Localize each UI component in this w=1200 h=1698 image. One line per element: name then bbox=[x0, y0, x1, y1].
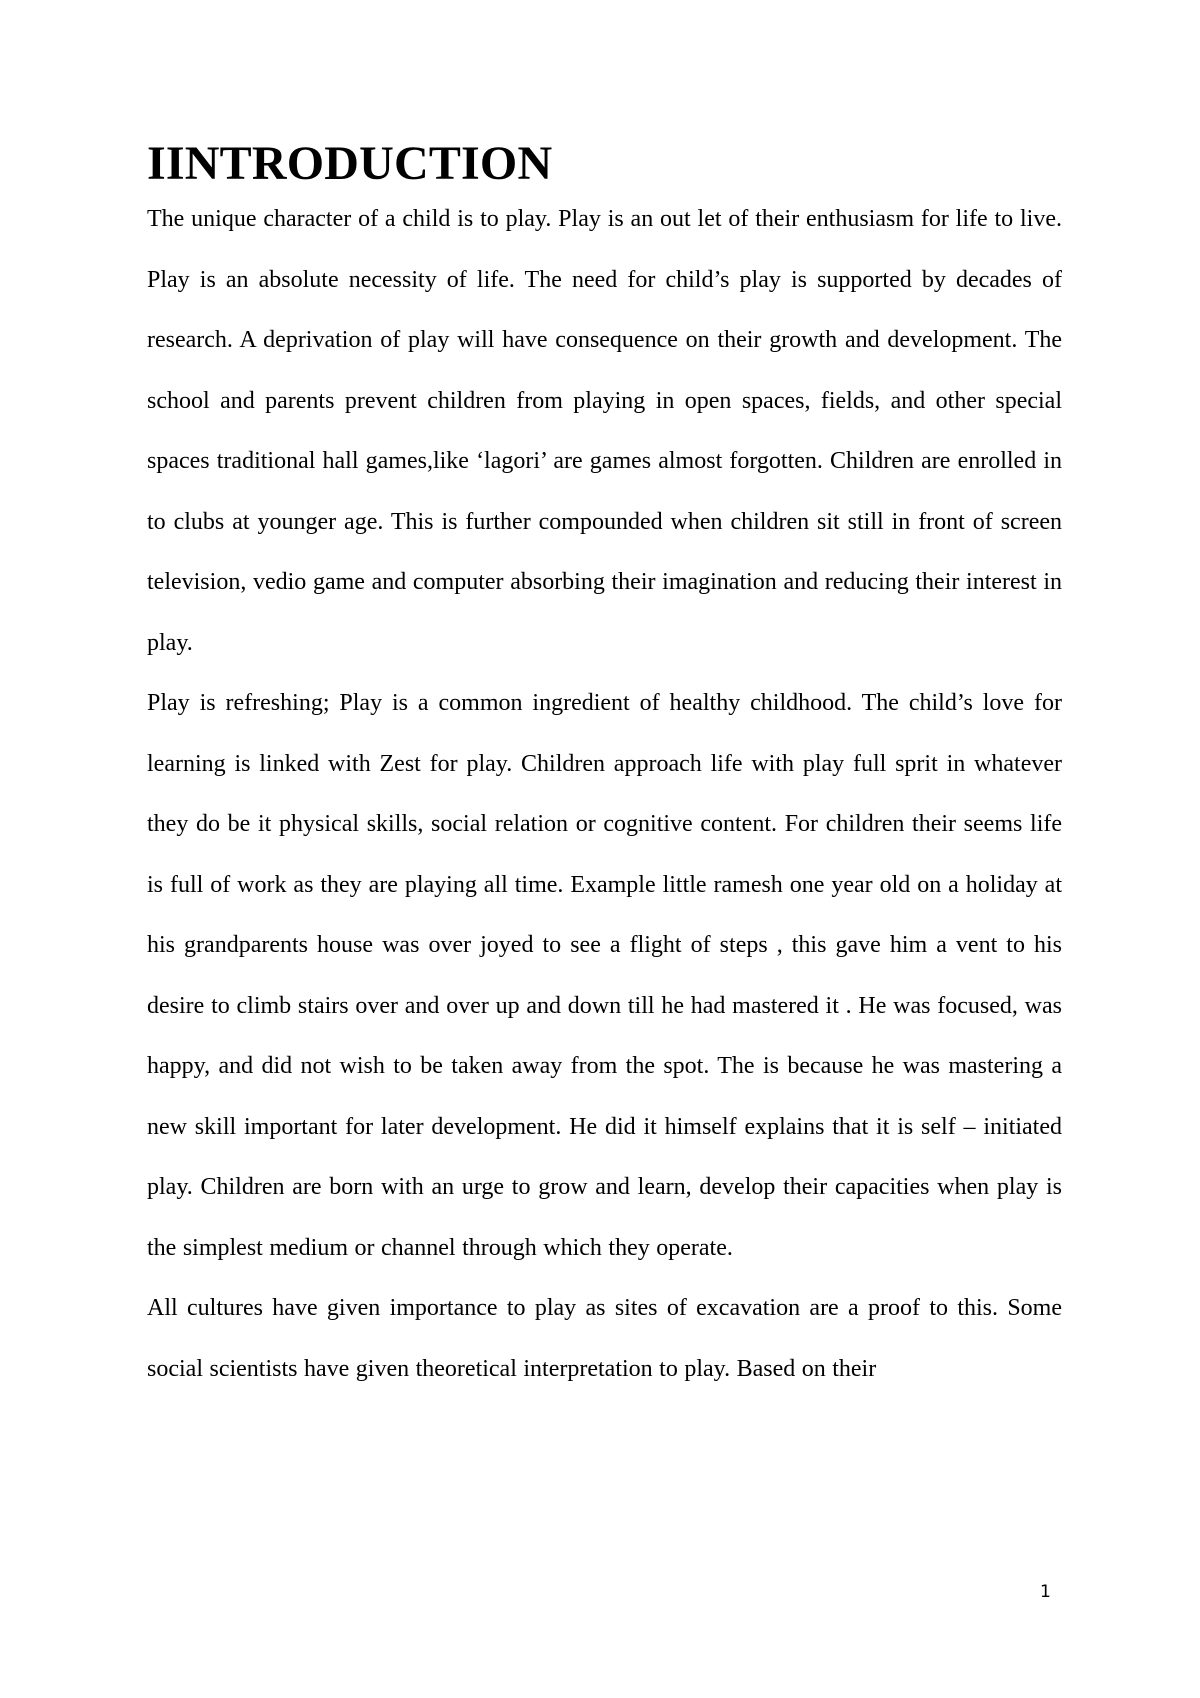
paragraph-1: The unique character of a child is to play. Play is an out let of their enthusiasm for life to live. Play is an absolute necessity of life. The need for child’s play is supported by decades of research. A deprivation of play will have consequence on their growth and development. The school and parents prevent children from playing in open spaces, fields, and other special spaces traditional hall games,like ‘lagori’ are games almost forgotten. Children are enrolled in to clubs at younger age. This is further compounded when children sit still in front of screen television, vedio game and computer absorbing their imagination and reducing their interest in play. bbox=[147, 206, 1062, 656]
page-number: 1 bbox=[1040, 1582, 1051, 1602]
paragraph-3: All cultures have given importance to play as sites of excavation are a proof to this. Some social scientists have given theoretical interpretation to play. Based on their bbox=[147, 1295, 1062, 1382]
section-heading: IINTRODUCTION bbox=[147, 137, 553, 190]
paragraph-2: Play is refreshing; Play is a common ingredient of healthy childhood. The child’s love for learning is linked with Zest for play. Children approach life with play full sprit in whatever they do be it physical skills, social relation or cognitive content. For children their seems life is full of work as they are playing all time. Example little ramesh one year old on a holiday at his grandparents house was over joyed to see a flight of steps , this gave him a vent to his desire to climb stairs over and over up and down till he had mastered it . He was focused, was happy, and did not wish to be taken away from the spot. The is because he was mastering a new skill important for later development. He did it himself explains that it is self – initiated play. Children are born with an urge to grow and learn, develop their capacities when play is the simplest medium or channel through which they operate. bbox=[147, 690, 1062, 1261]
document-body bbox=[147, 138, 1062, 1399]
